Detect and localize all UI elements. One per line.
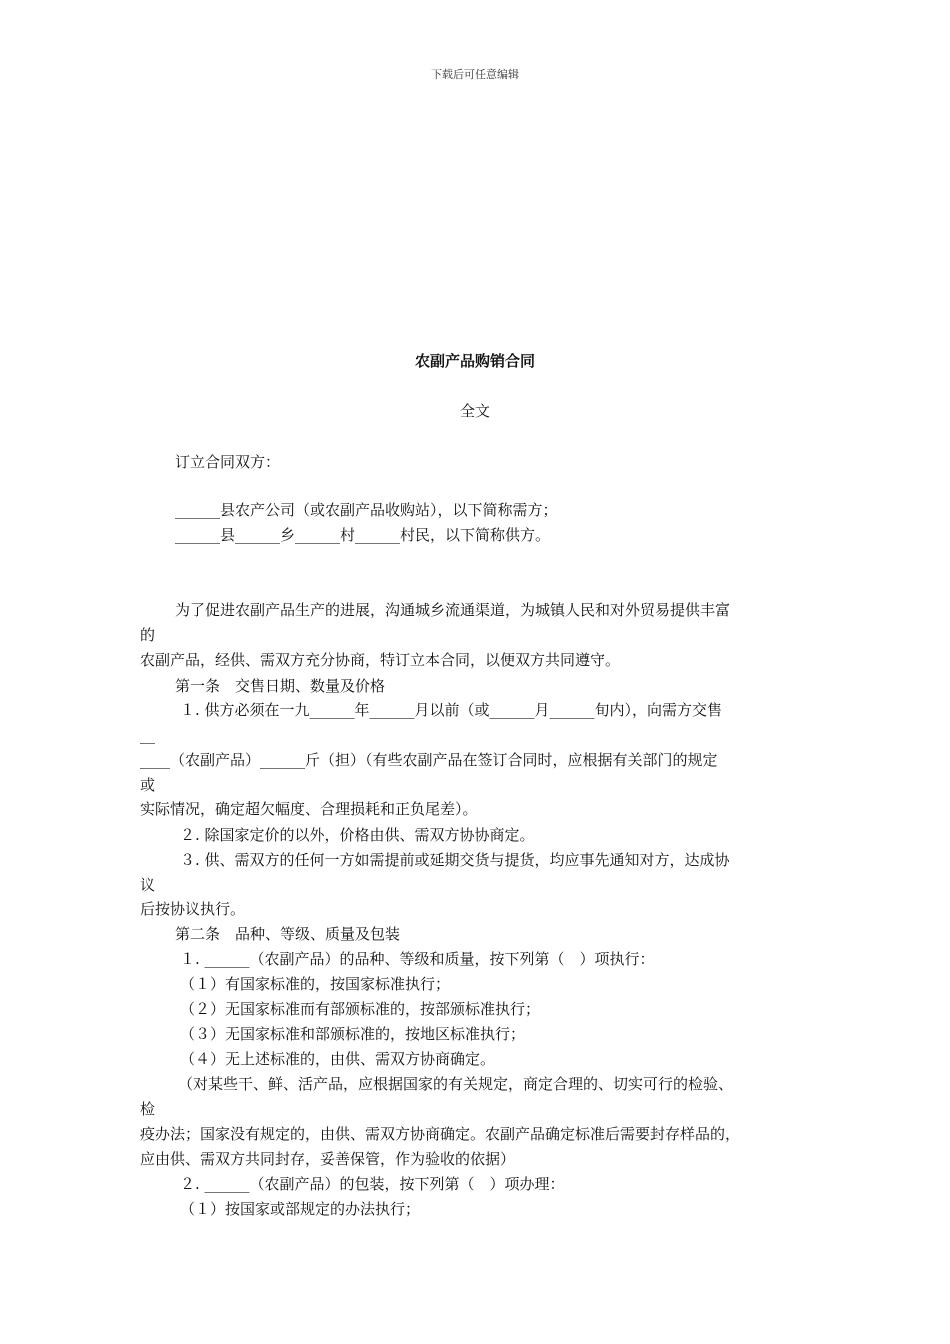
article-2-clause: ２. ______（农副产品）的包装，按下列第（ ）项办理：	[180, 1175, 565, 1193]
party-seller: ______县______乡______村______村民，以下简称供方。	[175, 526, 551, 544]
article-1-clause: __	[140, 726, 155, 744]
article-1-clause: 后按协议执行。	[140, 900, 246, 918]
document-subtitle: 全文	[459, 402, 490, 420]
article-1-clause: ____（农副产品）______斤（担）（有些农副产品在签订合同时，应根据有关部门的规定	[140, 751, 718, 769]
article-2-item: （１）有国家标准的，按国家标准执行；	[180, 975, 451, 993]
article-2-clause: １. ______（农副产品）的品种、等级和质量，按下列第（ ）项执行：	[180, 950, 655, 968]
document-title: 农副产品购销合同	[414, 352, 535, 370]
article-2-item: （３）无国家标准和部颁标准的，按地区标准执行；	[180, 1025, 526, 1043]
article-1-clause: １. 供方必须在一九______年______月以前（或______月______旬内），向需方交售	[180, 701, 723, 719]
article-2-note: （对某些干、鲜、活产品，应根据国家的有关规定，商定合理的、切实可行的检验、	[178, 1075, 734, 1093]
article-2-item: （１）按国家或部规定的办法执行；	[180, 1200, 421, 1218]
article-2-item: （４）无上述标准的，由供、需双方协商确定。	[180, 1050, 496, 1068]
preamble-line: 的	[140, 626, 156, 644]
article-2-heading: 第二条 品种、等级、质量及包装	[175, 925, 401, 943]
article-2-note: 疫办法；国家没有规定的，由供、需双方协商确定。农副产品确定标准后需要封存样品的，	[140, 1125, 741, 1143]
article-1-clause: ３. 供、需双方的任何一方如需提前或延期交货与提货，均应事先通知对方，达成协	[180, 851, 730, 869]
article-1-clause: 实际情况，确定超欠幅度、合理损耗和正负尾差）。	[140, 800, 478, 818]
preamble-line: 农副产品，经供、需双方充分协商，特订立本合同，以便双方共同遵守。	[140, 651, 621, 669]
parties-heading: 订立合同双方：	[175, 453, 281, 471]
article-1-clause: 或	[140, 776, 156, 794]
article-2-note: 应由供、需双方共同封存，妥善保管，作为验收的依据）	[140, 1150, 516, 1168]
article-1-clause: 议	[140, 876, 156, 894]
article-2-item: （２）无国家标准而有部颁标准的，按部颁标准执行；	[180, 1000, 541, 1018]
article-2-note: 检	[140, 1100, 156, 1118]
article-1-clause: ２. 除国家定价的以外，价格由供、需双方协协商定。	[180, 826, 535, 844]
party-buyer: ______县农产公司（或农副产品收购站），以下简称需方；	[175, 501, 558, 519]
page-header-note: 下载后可任意编辑	[431, 68, 519, 81]
article-1-heading: 第一条 交售日期、数量及价格	[175, 677, 386, 695]
preamble-line: 为了促进农副产品生产的进展，沟通城乡流通渠道，为城镇人民和对外贸易提供丰富	[175, 601, 731, 619]
